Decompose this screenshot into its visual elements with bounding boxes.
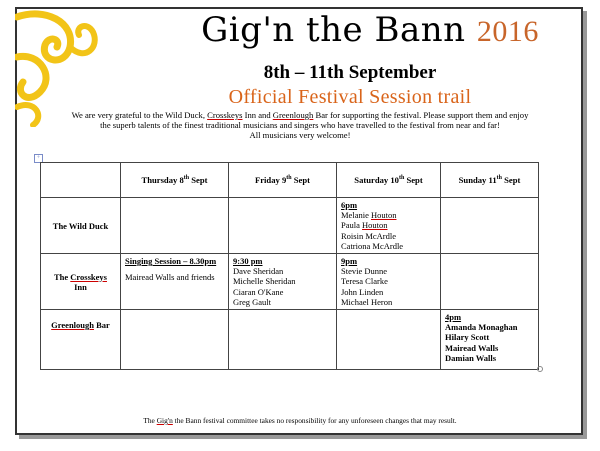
performer: Paula Houton <box>341 220 388 231</box>
title-year: 2016 <box>476 15 539 48</box>
performer: Damian Walls <box>445 352 497 363</box>
performer: Hilary Scott <box>445 332 490 343</box>
session-time: 6pm <box>341 200 358 210</box>
header-sunday: Sunday 11th Sept <box>441 163 539 198</box>
empty-cell <box>229 198 337 254</box>
table-row <box>41 310 539 370</box>
session-time: 9:30 pm <box>233 256 263 267</box>
table-move-handle-icon[interactable]: + <box>34 154 43 163</box>
disclaimer-footer: The Gig'n the Bann festival committee takes no responsibility for any unforeseen changes that may result. <box>143 416 457 425</box>
performer: Mairead Walls and friends <box>125 272 215 283</box>
header-saturday: Saturday 10th Sept <box>337 163 441 198</box>
performer: Melanie Houton <box>341 210 397 221</box>
intro-line2: the superb talents of the finest traditional musicians and singers who have travelled to the festival from near and far! <box>100 120 500 130</box>
performer: Mairead Walls <box>445 342 499 353</box>
table-resize-handle-icon[interactable] <box>537 366 543 372</box>
performer: Teresa Clarke <box>341 276 388 287</box>
table-row <box>41 198 539 254</box>
venue-greenlough: Greenlough Bar <box>41 310 121 370</box>
greenlough-sunday-cell <box>441 310 539 370</box>
venue-wild-duck: The Wild Duck <box>41 198 121 254</box>
intro-line1-b: Crosskeys <box>207 110 243 120</box>
empty-cell <box>441 254 539 310</box>
session-time: Singing Session – 8.30pm <box>125 256 217 267</box>
intro-line1-c: Inn and <box>242 110 273 120</box>
performer: Michael Heron <box>341 296 393 307</box>
table-row <box>41 254 539 310</box>
performer: Catriona McArdle <box>341 240 404 251</box>
empty-cell <box>229 310 337 370</box>
performer: Stevie Dunne <box>341 266 388 277</box>
intro-text <box>40 110 560 140</box>
performer: Michelle Sheridan <box>233 276 296 287</box>
performer: Roisin McArdle <box>341 230 397 241</box>
session-time: 4pm <box>445 312 462 323</box>
session-time: 9pm <box>341 256 358 267</box>
crosskeys-thursday-cell <box>121 254 229 310</box>
performer: Greg Gault <box>233 296 272 307</box>
title-text: Gig'n the Bann <box>201 10 466 50</box>
intro-line1-a: We are very grateful to the Wild Duck, <box>71 110 208 120</box>
subtitle: Official Festival Session trail <box>228 86 472 108</box>
crosskeys-saturday-cell <box>337 254 441 310</box>
empty-cell <box>121 310 229 370</box>
venue-crosskeys: The Crosskeys Inn <box>41 254 121 310</box>
performer: Ciaran O'Kane <box>233 286 284 297</box>
header-thursday: Thursday 8th Sept <box>121 163 229 198</box>
empty-cell <box>337 310 441 370</box>
empty-cell <box>441 198 539 254</box>
performer: John Linden <box>341 286 384 297</box>
intro-line1-e: Bar for supporting the festival. Please support them and enjoy <box>313 110 529 120</box>
festival-dates: 8th – 11th September <box>263 62 437 83</box>
page-title <box>170 10 570 50</box>
performer: Amanda Monaghan <box>445 322 518 333</box>
header-empty-cell <box>41 163 121 198</box>
performer: Dave Sheridan <box>233 266 284 277</box>
wild-duck-saturday-cell <box>337 198 441 254</box>
intro-line1-d: Greenlough <box>272 110 314 120</box>
table-header-row <box>41 163 539 198</box>
empty-cell <box>121 198 229 254</box>
session-table <box>40 162 539 370</box>
header-friday: Friday 9th Sept <box>229 163 337 198</box>
crosskeys-friday-cell <box>229 254 337 310</box>
intro-line3: All musicians very welcome! <box>249 130 351 140</box>
celtic-swirl-icon <box>15 7 115 127</box>
